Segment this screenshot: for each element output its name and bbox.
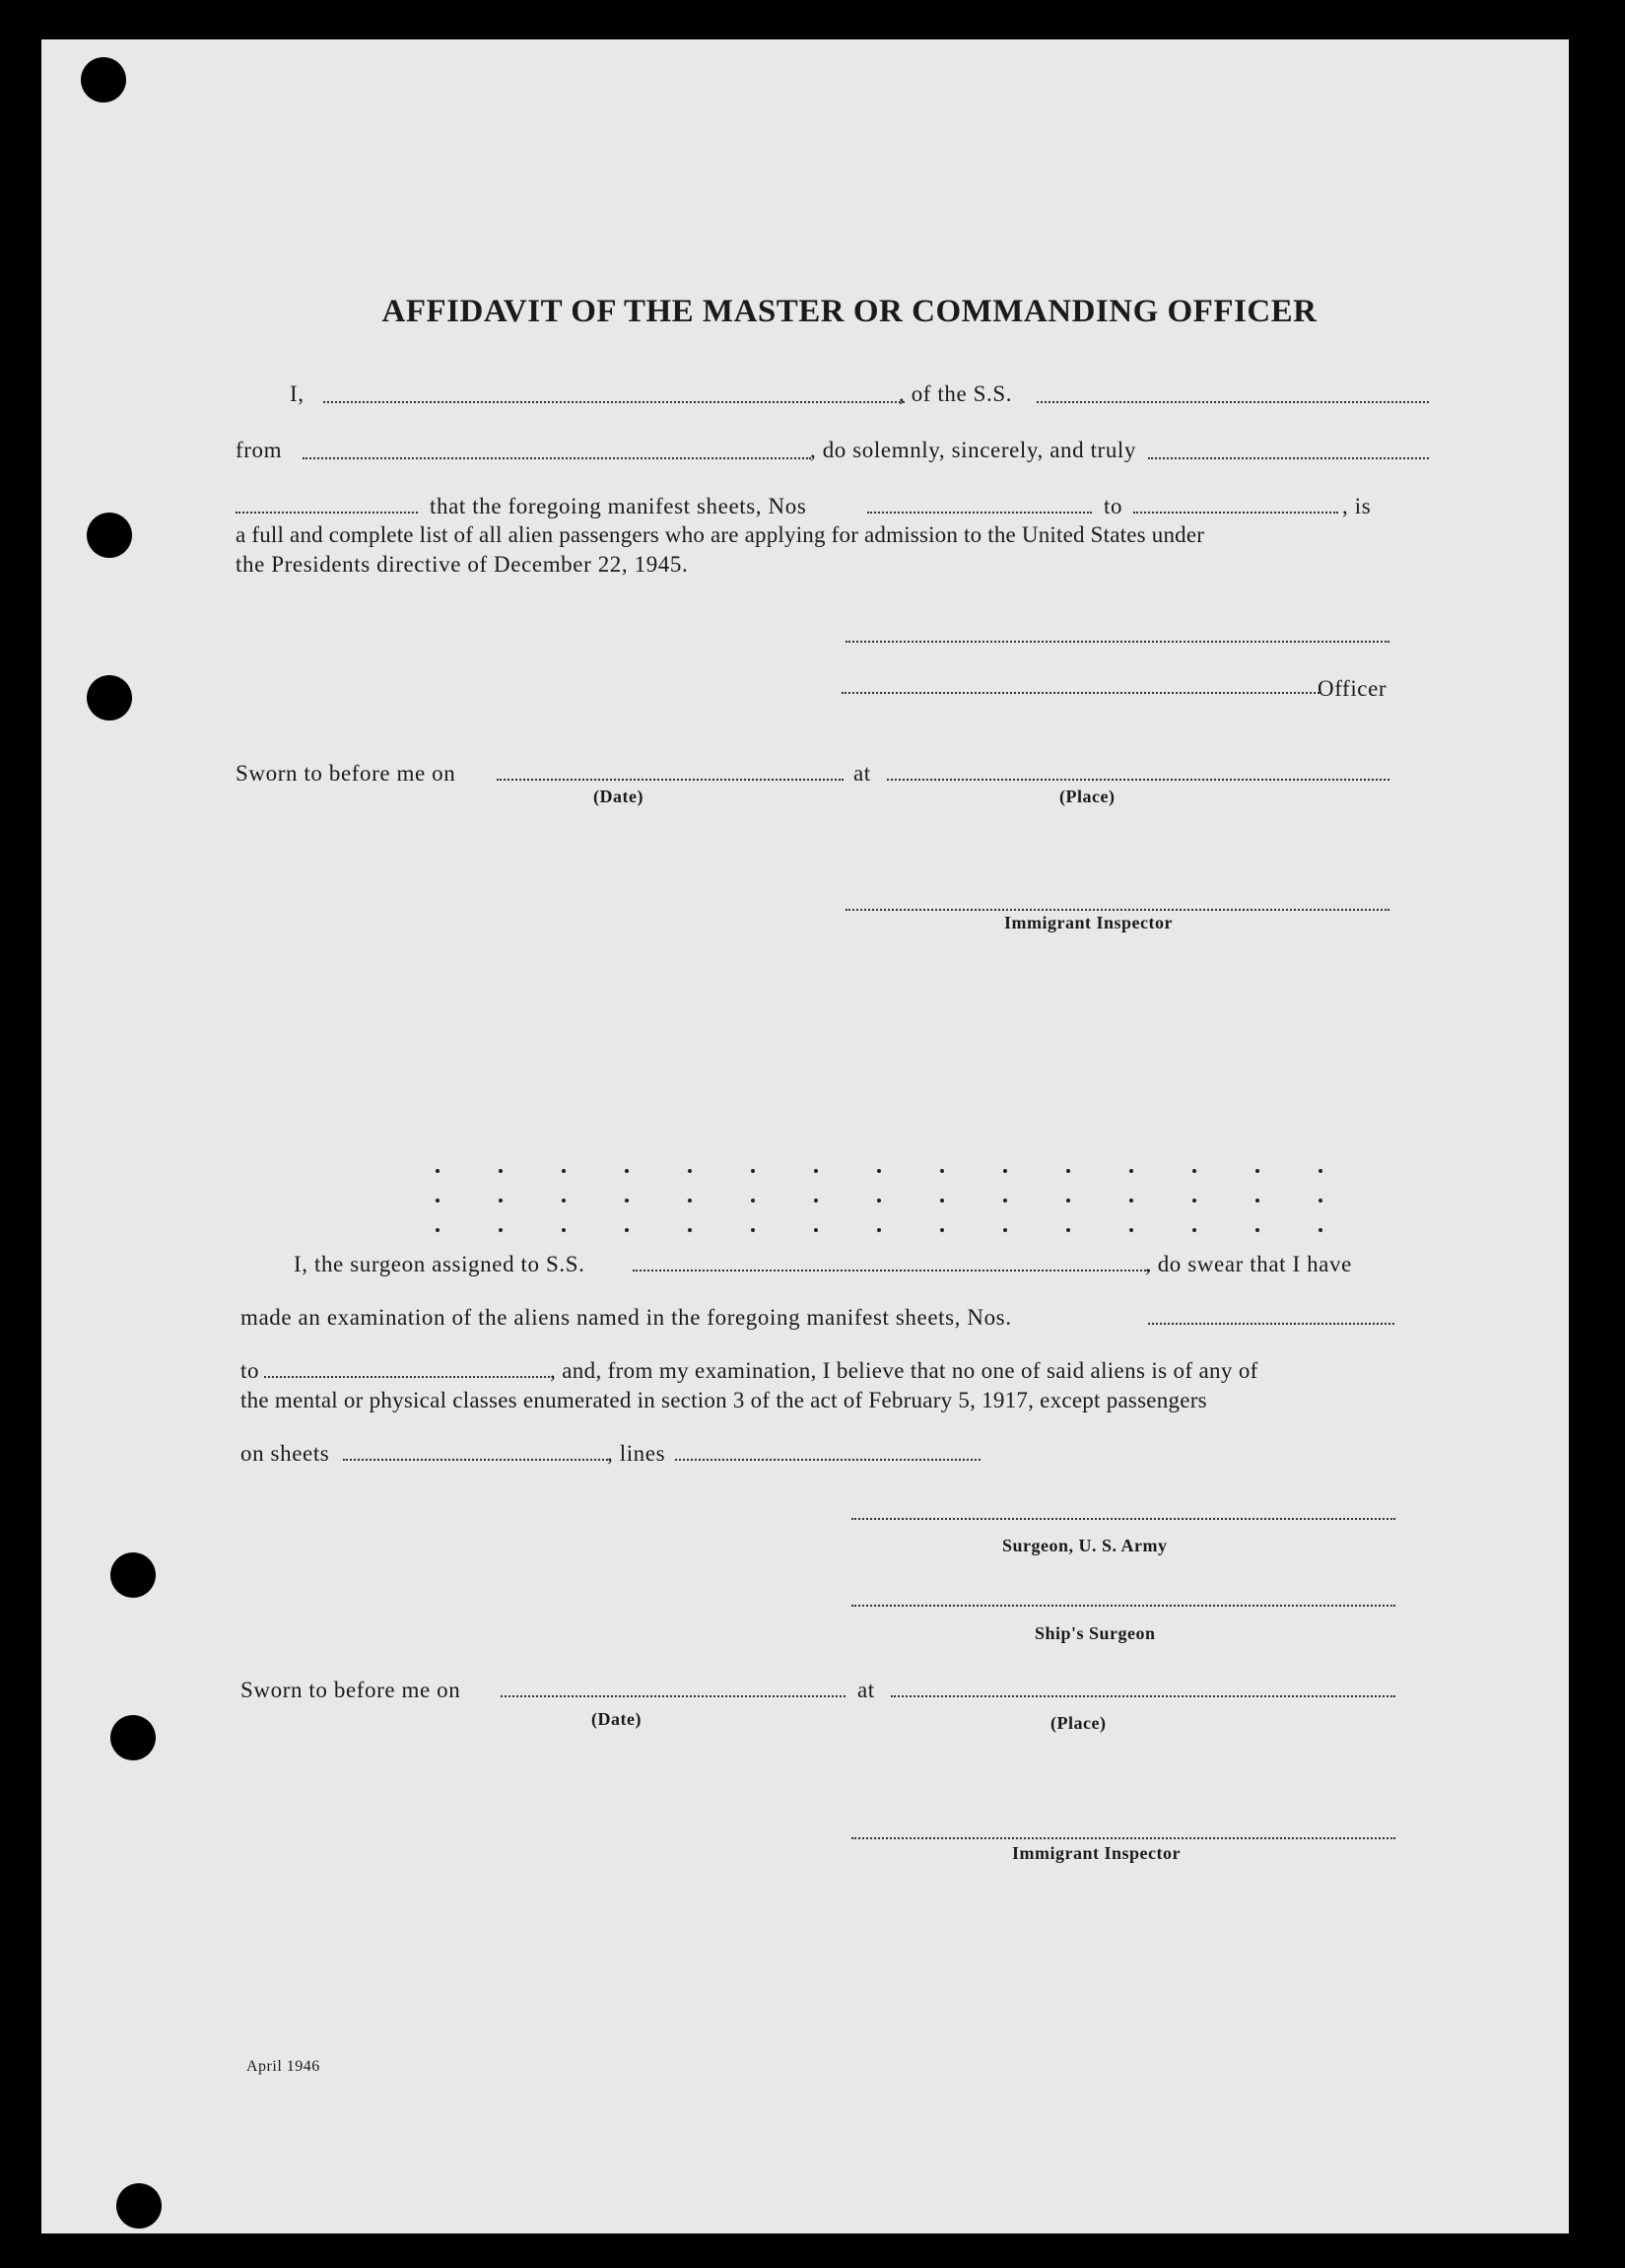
scan-speck xyxy=(1129,1199,1133,1203)
master-i-label: I, xyxy=(290,381,305,406)
punch-hole xyxy=(87,513,132,558)
scan-speck xyxy=(814,1199,818,1203)
scan-speck xyxy=(1129,1228,1133,1232)
scan-speck xyxy=(1192,1169,1196,1173)
document-title: AFFIDAVIT OF THE MASTER OR COMMANDING OFFICER xyxy=(381,294,1318,329)
scan-speck xyxy=(940,1228,944,1232)
surgeon-sworn-date-field[interactable] xyxy=(501,1695,846,1697)
surgeon-line-1-suffix: , do swear that I have xyxy=(1145,1252,1352,1276)
scan-speck xyxy=(814,1169,818,1173)
scan-speck xyxy=(562,1169,566,1173)
punch-hole xyxy=(116,2183,162,2229)
master-sheet-to-field[interactable] xyxy=(1133,512,1338,514)
scan-speck xyxy=(436,1169,440,1173)
surgeon-inspector-signature-field[interactable] xyxy=(851,1837,1395,1839)
surgeon-line-4: the mental or physical classes enumerated in section 3 of the act of February 5, 1917, except passengers xyxy=(240,1388,1207,1412)
master-manifest-label: that the foregoing manifest sheets, Nos xyxy=(430,494,807,518)
scan-speck xyxy=(1192,1199,1196,1203)
scan-speck xyxy=(688,1199,692,1203)
scan-speck xyxy=(1066,1228,1070,1232)
surgeon-army-signature-field[interactable] xyxy=(851,1518,1395,1520)
punch-hole xyxy=(81,57,126,103)
punch-hole xyxy=(110,1715,156,1760)
scan-speck xyxy=(436,1228,440,1232)
master-sheet-from-field[interactable] xyxy=(867,512,1092,514)
master-inspector-signature-field[interactable] xyxy=(846,909,1389,911)
scan-speck xyxy=(1192,1228,1196,1232)
scan-speck xyxy=(751,1228,755,1232)
ships-surgeon-signature-field[interactable] xyxy=(851,1605,1395,1607)
officer-signature-field[interactable] xyxy=(842,692,1320,694)
master-statement-line-4: a full and complete list of all alien passengers who are applying for admission to the United States under xyxy=(236,522,1205,547)
surgeon-to-label: to xyxy=(240,1358,260,1383)
master-oath-field-2[interactable] xyxy=(236,512,418,514)
master-ship-field[interactable] xyxy=(1037,401,1429,403)
scan-speck xyxy=(1255,1169,1259,1173)
scan-speck xyxy=(751,1199,755,1203)
ships-surgeon-caption: Ship's Surgeon xyxy=(1035,1623,1156,1643)
scan-speck xyxy=(499,1228,503,1232)
scan-speck xyxy=(562,1228,566,1232)
master-at-label: at xyxy=(853,761,871,786)
scan-speck xyxy=(940,1199,944,1203)
scan-speck xyxy=(688,1228,692,1232)
scan-speck xyxy=(625,1199,629,1203)
surgeon-line-1-prefix: I, the surgeon assigned to S.S. xyxy=(294,1252,585,1276)
master-signature-line[interactable] xyxy=(846,641,1389,643)
surgeon-line-3-text: , and, from my examination, I believe that no one of said aliens is of any of xyxy=(550,1358,1258,1383)
scan-speck xyxy=(751,1169,755,1173)
scan-speck xyxy=(1319,1169,1322,1173)
scan-speck xyxy=(940,1169,944,1173)
master-sworn-label: Sworn to before me on xyxy=(236,761,456,786)
master-from-field[interactable] xyxy=(303,457,811,459)
scan-speck xyxy=(1255,1199,1259,1203)
master-oath-field[interactable] xyxy=(1148,457,1429,459)
scan-speck xyxy=(499,1199,503,1203)
surgeon-sworn-place-field[interactable] xyxy=(891,1695,1395,1697)
scan-speck xyxy=(436,1199,440,1203)
surgeon-sworn-label: Sworn to before me on xyxy=(240,1678,461,1702)
surgeon-place-caption: (Place) xyxy=(1050,1713,1107,1733)
surgeon-lines-label: , lines xyxy=(607,1441,666,1466)
scan-speck xyxy=(1319,1228,1322,1232)
master-inspector-caption: Immigrant Inspector xyxy=(1004,913,1173,932)
scan-speck xyxy=(877,1169,881,1173)
scan-speck xyxy=(877,1228,881,1232)
scan-speck xyxy=(499,1169,503,1173)
document-page xyxy=(41,39,1569,2234)
scan-speck xyxy=(1255,1228,1259,1232)
master-from-label: from xyxy=(236,438,283,462)
surgeon-ship-field[interactable] xyxy=(633,1270,1150,1271)
master-sworn-date-field[interactable] xyxy=(497,779,844,781)
scan-speck xyxy=(814,1228,818,1232)
scan-speck xyxy=(625,1228,629,1232)
master-is-label: , is xyxy=(1342,494,1372,518)
scan-speck xyxy=(1066,1199,1070,1203)
officer-label: Officer xyxy=(1318,676,1388,701)
surgeon-at-label: at xyxy=(857,1678,875,1702)
scan-speck xyxy=(1319,1199,1322,1203)
surgeon-inspector-caption: Immigrant Inspector xyxy=(1012,1843,1181,1863)
master-statement-line-5: the Presidents directive of December 22, 1945. xyxy=(236,552,689,577)
master-sworn-place-field[interactable] xyxy=(887,779,1389,781)
scan-speck xyxy=(877,1199,881,1203)
scan-speck xyxy=(562,1199,566,1203)
master-solemnly-label: , do solemnly, sincerely, and truly xyxy=(810,438,1137,462)
scan-speck xyxy=(1003,1169,1007,1173)
surgeon-date-caption: (Date) xyxy=(591,1709,642,1729)
scan-speck xyxy=(1003,1199,1007,1203)
scan-speck xyxy=(625,1169,629,1173)
surgeon-sheets-field[interactable] xyxy=(343,1459,611,1461)
surgeon-army-caption: Surgeon, U. S. Army xyxy=(1002,1536,1168,1555)
surgeon-sheets-label: on sheets xyxy=(240,1441,330,1466)
surgeon-sheet-from-field[interactable] xyxy=(1148,1323,1394,1325)
scan-speck xyxy=(1066,1169,1070,1173)
punch-hole xyxy=(87,675,132,721)
punch-hole xyxy=(110,1552,156,1598)
master-name-field[interactable] xyxy=(323,401,905,403)
surgeon-sheet-to-field[interactable] xyxy=(264,1376,550,1378)
master-of-ss-label: , of the S.S. xyxy=(899,381,1013,406)
form-date: April 1946 xyxy=(246,2058,320,2075)
surgeon-line-2: made an examination of the aliens named in the foregoing manifest sheets, Nos. xyxy=(240,1305,1012,1330)
surgeon-lines-field[interactable] xyxy=(675,1459,981,1461)
master-place-caption: (Place) xyxy=(1059,787,1116,806)
master-to-label: to xyxy=(1104,494,1123,518)
scan-speck xyxy=(1129,1169,1133,1173)
master-date-caption: (Date) xyxy=(593,787,643,806)
scan-speck xyxy=(1003,1228,1007,1232)
scan-speck xyxy=(688,1169,692,1173)
